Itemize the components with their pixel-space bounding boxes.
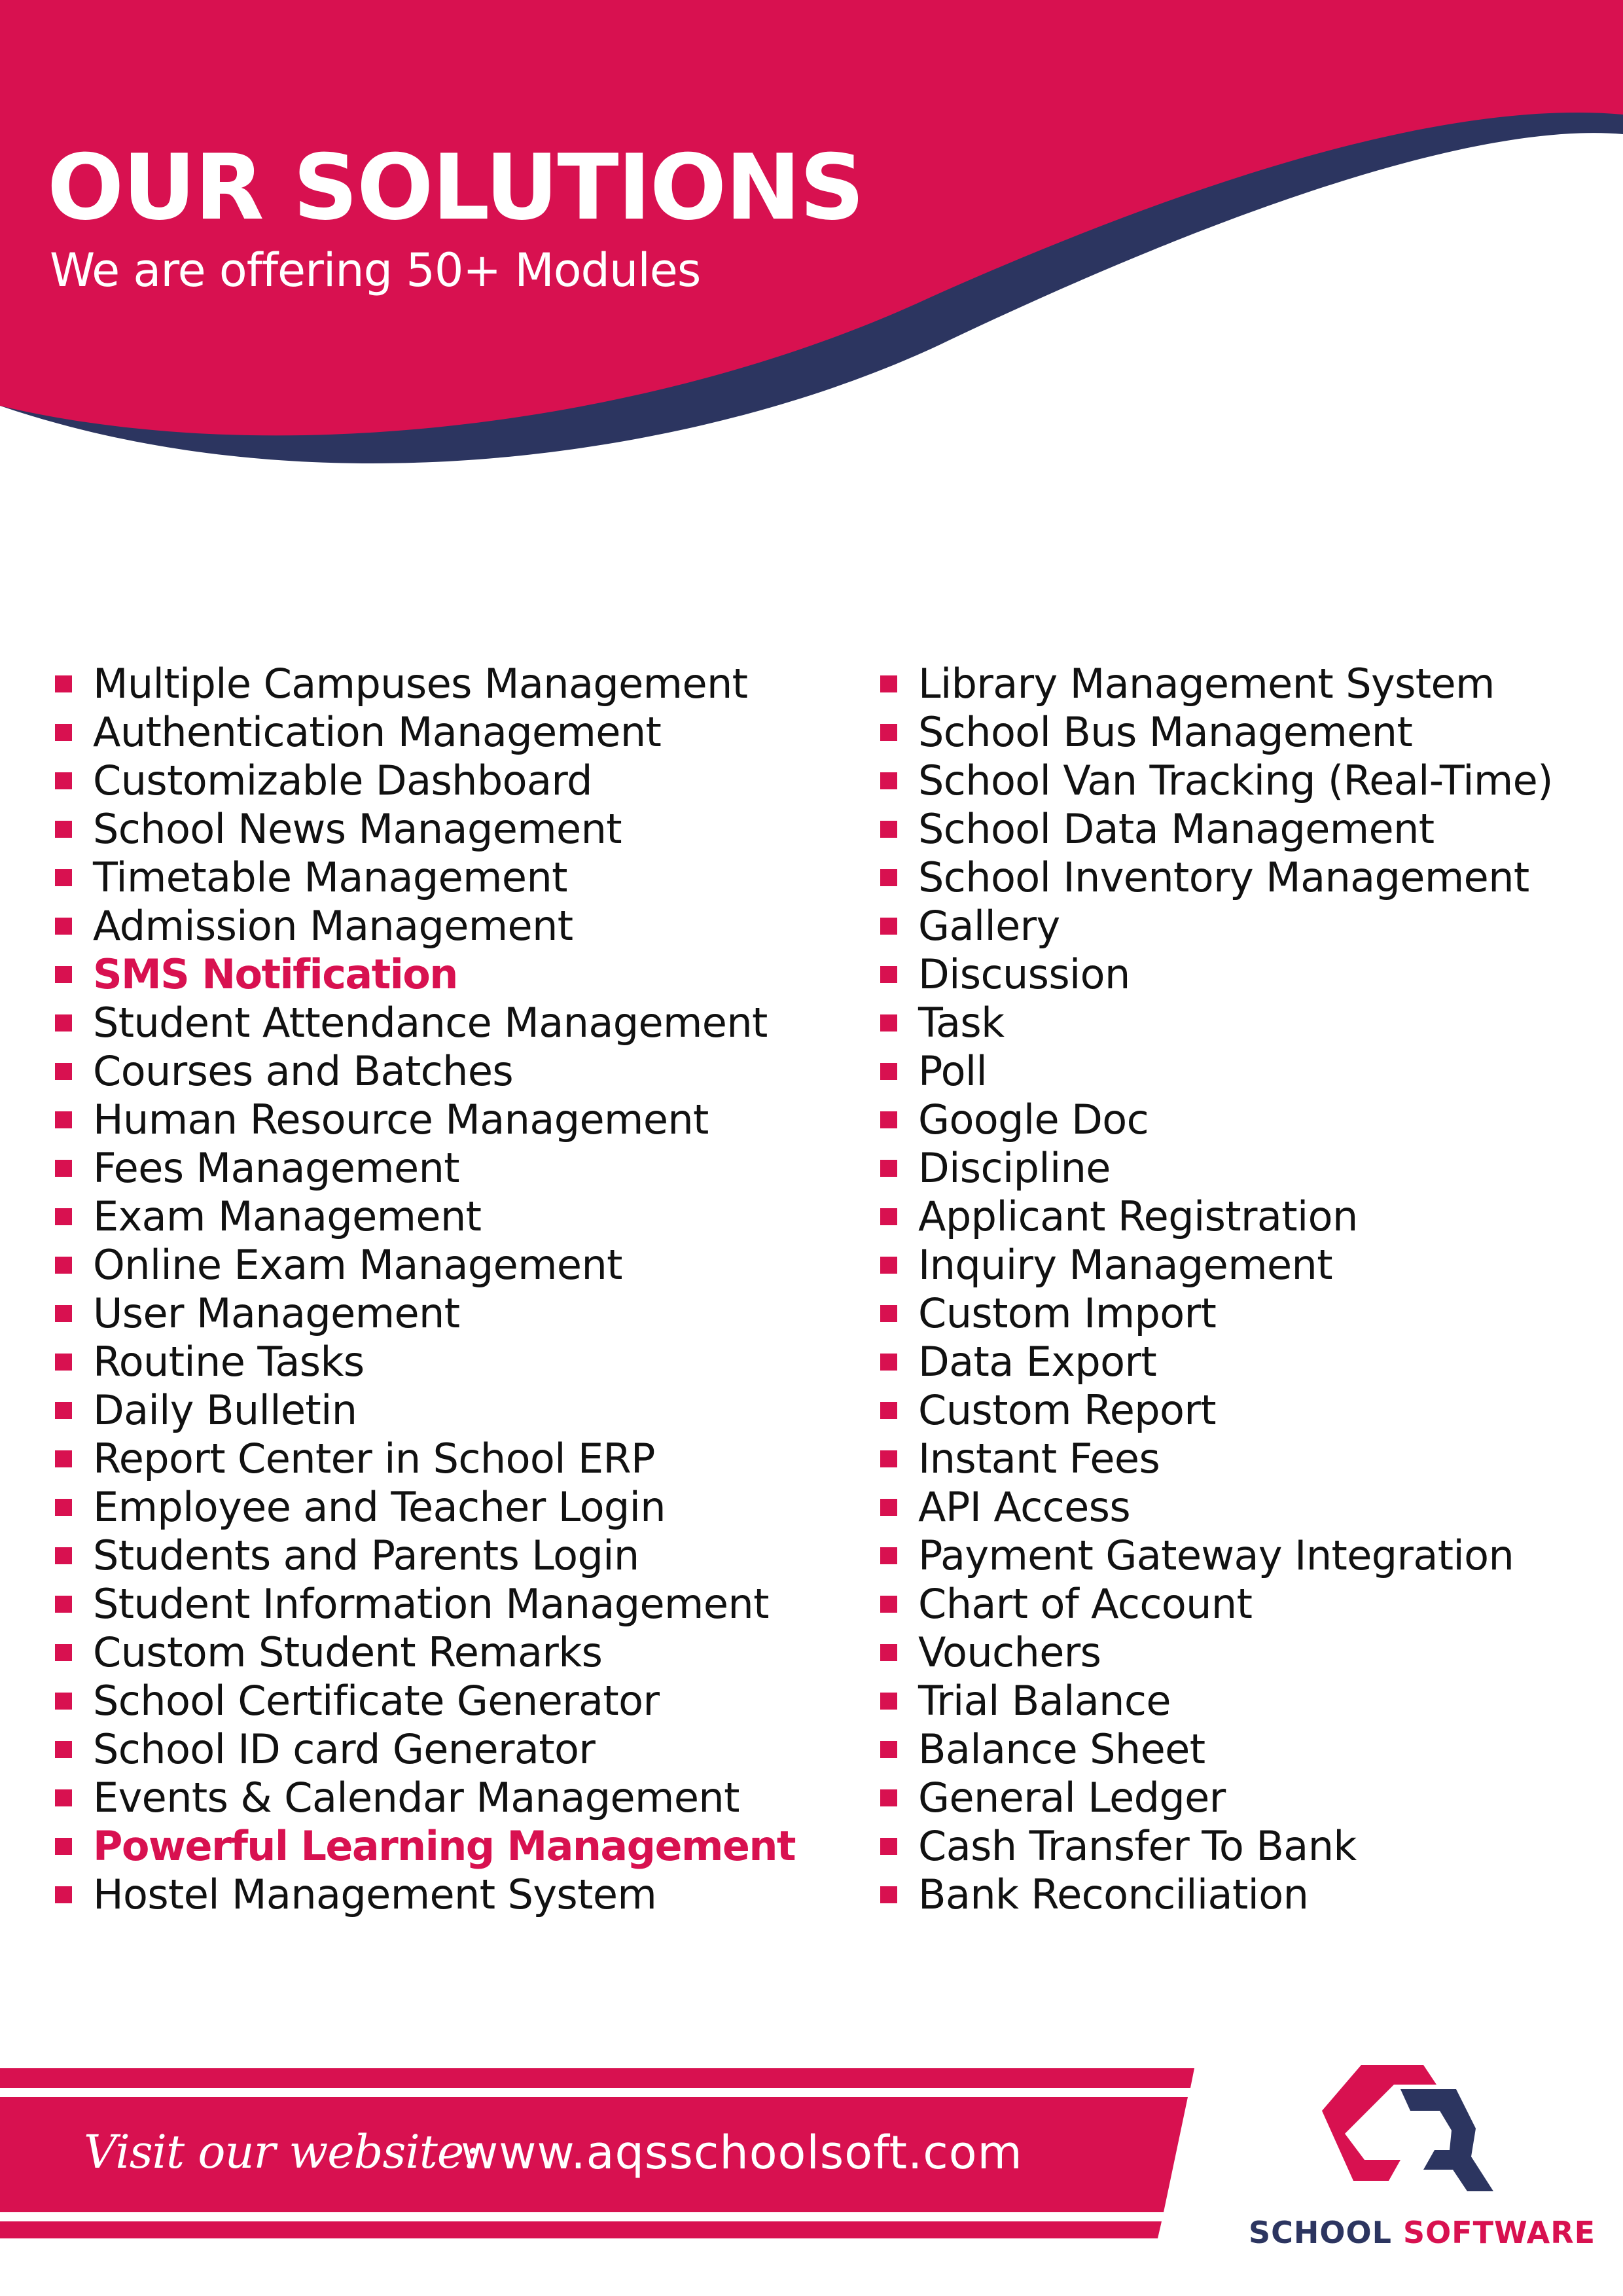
module-label: Multiple Campuses Management bbox=[93, 660, 748, 708]
module-item bbox=[55, 1096, 866, 1144]
modules-list-left bbox=[55, 660, 866, 1919]
square-bullet-icon bbox=[55, 869, 72, 886]
sq-logo-icon bbox=[1315, 2055, 1512, 2209]
module-label: Authentication Management bbox=[93, 708, 662, 756]
module-label: Instant Fees bbox=[918, 1435, 1160, 1482]
square-bullet-icon bbox=[880, 675, 897, 692]
square-bullet-icon bbox=[55, 1402, 72, 1419]
module-item bbox=[55, 805, 866, 853]
square-bullet-icon bbox=[880, 724, 897, 741]
square-bullet-icon bbox=[880, 1257, 897, 1274]
module-label: Bank Reconciliation bbox=[918, 1871, 1309, 1918]
module-label: Timetable Management bbox=[93, 853, 567, 901]
module-label: Vouchers bbox=[918, 1628, 1101, 1676]
module-label: Discipline bbox=[918, 1144, 1111, 1192]
module-label: Customizable Dashboard bbox=[93, 757, 592, 804]
module-label: School Certificate Generator bbox=[93, 1677, 660, 1725]
square-bullet-icon bbox=[55, 1886, 72, 1903]
square-bullet-icon bbox=[55, 1014, 72, 1031]
square-bullet-icon bbox=[55, 821, 72, 838]
square-bullet-icon bbox=[880, 1063, 897, 1080]
module-label: Payment Gateway Integration bbox=[918, 1532, 1514, 1579]
module-item bbox=[880, 1096, 1613, 1144]
module-label: Task bbox=[918, 999, 1005, 1047]
module-item bbox=[55, 660, 866, 708]
module-item bbox=[55, 1822, 866, 1871]
module-label: General Ledger bbox=[918, 1774, 1226, 1821]
module-label: Powerful Learning Management bbox=[93, 1822, 795, 1870]
module-item bbox=[880, 1725, 1613, 1774]
module-item bbox=[55, 1241, 866, 1289]
module-item bbox=[880, 1144, 1613, 1193]
module-item bbox=[880, 708, 1613, 757]
module-item bbox=[880, 805, 1613, 853]
module-label: Hostel Management System bbox=[93, 1871, 657, 1918]
square-bullet-icon bbox=[55, 724, 72, 741]
module-label: Courses and Batches bbox=[93, 1047, 514, 1095]
module-item bbox=[55, 757, 866, 805]
square-bullet-icon bbox=[55, 1596, 72, 1613]
module-label: Discussion bbox=[918, 950, 1130, 998]
square-bullet-icon bbox=[880, 1402, 897, 1419]
square-bullet-icon bbox=[880, 1499, 897, 1516]
module-item bbox=[880, 1047, 1613, 1096]
module-item bbox=[55, 1435, 866, 1483]
module-label: Routine Tasks bbox=[93, 1338, 365, 1386]
square-bullet-icon bbox=[880, 1547, 897, 1564]
square-bullet-icon bbox=[880, 1789, 897, 1806]
module-label: School Bus Management bbox=[918, 708, 1413, 756]
module-label: SMS Notification bbox=[93, 950, 457, 998]
module-label: Google Doc bbox=[918, 1096, 1149, 1143]
square-bullet-icon bbox=[55, 1257, 72, 1274]
page-subtitle: We are offering 50+ Modules bbox=[50, 243, 701, 297]
module-item bbox=[880, 1580, 1613, 1628]
module-item bbox=[55, 1047, 866, 1096]
module-item bbox=[880, 1386, 1613, 1435]
module-label: Inquiry Management bbox=[918, 1241, 1332, 1289]
module-item bbox=[55, 1677, 866, 1725]
square-bullet-icon bbox=[880, 821, 897, 838]
module-item bbox=[55, 1386, 866, 1435]
module-item bbox=[880, 1774, 1613, 1822]
square-bullet-icon bbox=[880, 966, 897, 983]
module-item bbox=[55, 1144, 866, 1193]
square-bullet-icon bbox=[880, 1596, 897, 1613]
module-label: Custom Report bbox=[918, 1386, 1216, 1434]
square-bullet-icon bbox=[880, 1693, 897, 1710]
square-bullet-icon bbox=[880, 772, 897, 789]
module-item bbox=[55, 853, 866, 902]
module-label: Balance Sheet bbox=[918, 1725, 1205, 1773]
module-label: Employee and Teacher Login bbox=[93, 1483, 666, 1531]
module-label: Cash Transfer To Bank bbox=[918, 1822, 1357, 1870]
module-item bbox=[55, 1725, 866, 1774]
square-bullet-icon bbox=[55, 1644, 72, 1661]
module-label: School Van Tracking (Real-Time) bbox=[918, 757, 1553, 804]
module-item bbox=[880, 853, 1613, 902]
module-item bbox=[880, 1822, 1613, 1871]
square-bullet-icon bbox=[55, 1499, 72, 1516]
module-item bbox=[880, 1871, 1613, 1919]
square-bullet-icon bbox=[55, 1111, 72, 1128]
module-label: Custom Student Remarks bbox=[93, 1628, 603, 1676]
module-item bbox=[55, 1628, 866, 1677]
module-item bbox=[880, 1677, 1613, 1725]
module-label: Online Exam Management bbox=[93, 1241, 622, 1289]
module-item bbox=[880, 1289, 1613, 1338]
square-bullet-icon bbox=[880, 1741, 897, 1758]
website-link[interactable]: www.aqsschoolsoft.com bbox=[461, 2126, 1023, 2179]
module-label: School Data Management bbox=[918, 805, 1435, 853]
square-bullet-icon bbox=[55, 1693, 72, 1710]
square-bullet-icon bbox=[880, 1644, 897, 1661]
square-bullet-icon bbox=[880, 1160, 897, 1177]
module-item bbox=[55, 1871, 866, 1919]
square-bullet-icon bbox=[880, 1111, 897, 1128]
module-label: School News Management bbox=[93, 805, 622, 853]
modules-list-right bbox=[880, 660, 1613, 1919]
module-item bbox=[880, 1435, 1613, 1483]
module-label: School ID card Generator bbox=[93, 1725, 596, 1773]
visit-website-label: Visit our website: bbox=[84, 2125, 478, 2179]
module-item bbox=[55, 1580, 866, 1628]
square-bullet-icon bbox=[55, 772, 72, 789]
module-label: Student Attendance Management bbox=[93, 999, 768, 1047]
square-bullet-icon bbox=[55, 1838, 72, 1855]
square-bullet-icon bbox=[55, 1305, 72, 1322]
module-label: Custom Import bbox=[918, 1289, 1217, 1337]
module-label: Data Export bbox=[918, 1338, 1157, 1386]
square-bullet-icon bbox=[55, 1450, 72, 1467]
module-item bbox=[55, 902, 866, 950]
module-label: Library Management System bbox=[918, 660, 1495, 708]
module-label: Report Center in School ERP bbox=[93, 1435, 655, 1482]
module-label: Exam Management bbox=[93, 1193, 482, 1240]
logo-wordmark bbox=[1249, 2217, 1596, 2248]
module-label: Daily Bulletin bbox=[93, 1386, 357, 1434]
module-label: Students and Parents Login bbox=[93, 1532, 639, 1579]
module-item bbox=[880, 902, 1613, 950]
module-label: User Management bbox=[93, 1289, 460, 1337]
module-item bbox=[55, 999, 866, 1047]
square-bullet-icon bbox=[55, 1208, 72, 1225]
module-item bbox=[55, 1774, 866, 1822]
square-bullet-icon bbox=[55, 966, 72, 983]
square-bullet-icon bbox=[55, 1063, 72, 1080]
square-bullet-icon bbox=[55, 1547, 72, 1564]
module-item bbox=[55, 1483, 866, 1532]
module-item bbox=[55, 1289, 866, 1338]
module-item bbox=[880, 1338, 1613, 1386]
square-bullet-icon bbox=[880, 1886, 897, 1903]
module-item bbox=[55, 708, 866, 757]
square-bullet-icon bbox=[880, 1838, 897, 1855]
module-label: Gallery bbox=[918, 902, 1060, 950]
module-item bbox=[880, 999, 1613, 1047]
module-label: Admission Management bbox=[93, 902, 573, 950]
square-bullet-icon bbox=[880, 1354, 897, 1371]
logo-word-school: SCHOOL bbox=[1249, 2215, 1392, 2250]
square-bullet-icon bbox=[880, 1014, 897, 1031]
module-item bbox=[55, 1193, 866, 1241]
page-title: OUR SOLUTIONS bbox=[47, 135, 864, 240]
square-bullet-icon bbox=[55, 1789, 72, 1806]
module-item bbox=[880, 757, 1613, 805]
module-label: Trial Balance bbox=[918, 1677, 1171, 1725]
module-label: Human Resource Management bbox=[93, 1096, 709, 1143]
square-bullet-icon bbox=[55, 1741, 72, 1758]
square-bullet-icon bbox=[880, 918, 897, 935]
square-bullet-icon bbox=[880, 1208, 897, 1225]
square-bullet-icon bbox=[55, 675, 72, 692]
module-item bbox=[880, 1628, 1613, 1677]
module-label: Chart of Account bbox=[918, 1580, 1253, 1628]
module-item bbox=[880, 660, 1613, 708]
square-bullet-icon bbox=[55, 918, 72, 935]
square-bullet-icon bbox=[880, 1305, 897, 1322]
square-bullet-icon bbox=[880, 869, 897, 886]
square-bullet-icon bbox=[880, 1450, 897, 1467]
module-item bbox=[880, 1193, 1613, 1241]
module-item bbox=[55, 950, 866, 999]
module-label: School Inventory Management bbox=[918, 853, 1529, 901]
module-label: API Access bbox=[918, 1483, 1131, 1531]
module-item bbox=[880, 1483, 1613, 1532]
module-item bbox=[55, 1532, 866, 1580]
square-bullet-icon bbox=[55, 1160, 72, 1177]
module-label: Fees Management bbox=[93, 1144, 459, 1192]
square-bullet-icon bbox=[55, 1354, 72, 1371]
module-label: Events & Calendar Management bbox=[93, 1774, 740, 1821]
module-item bbox=[880, 950, 1613, 999]
logo-word-software: SOFTWARE bbox=[1402, 2215, 1596, 2250]
module-label: Applicant Registration bbox=[918, 1193, 1358, 1240]
module-label: Poll bbox=[918, 1047, 988, 1095]
module-item bbox=[880, 1532, 1613, 1580]
module-item bbox=[880, 1241, 1613, 1289]
module-item bbox=[55, 1338, 866, 1386]
module-label: Student Information Management bbox=[93, 1580, 769, 1628]
